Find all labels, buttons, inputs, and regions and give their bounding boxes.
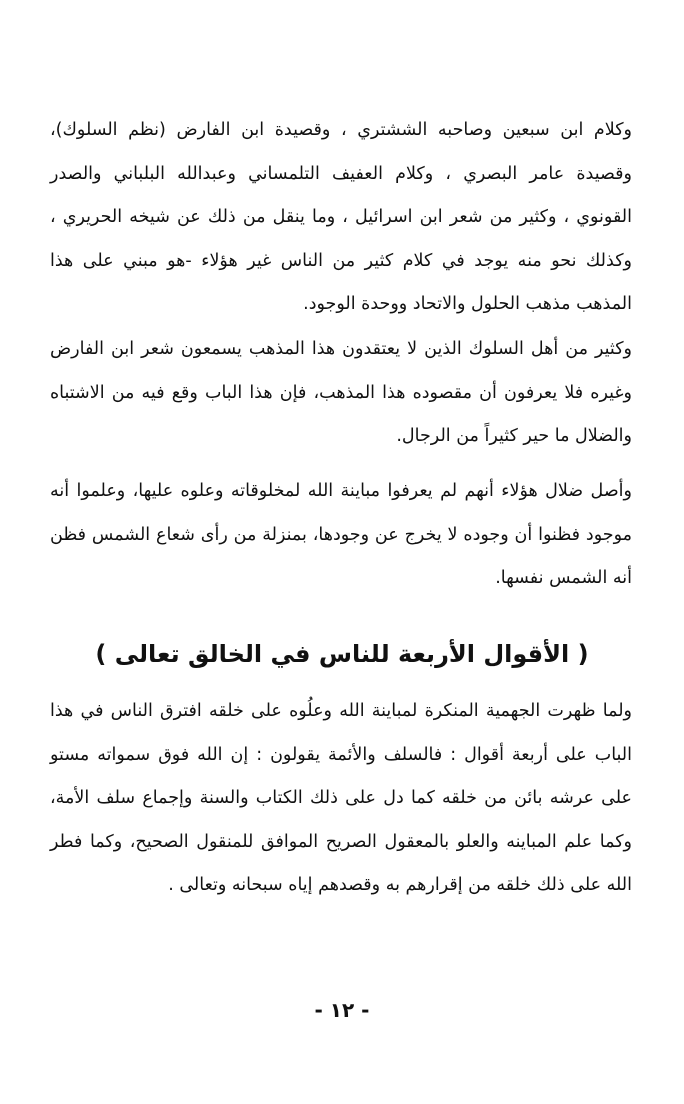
paragraph-four-sayings: ولما ظهرت الجهمية المنكرة لمباينة الله وعلُوه على خلقه افترق الناس في هذا الباب على أربعة أقوال : فالسلف والأئمة يقولون : إن الله فوق سمواته مستو على عرشه بائن من خلقه كما دل على ذلك الكتاب والسنة وإجماع سلف الأمة، وكما علم المباينه والعلو بالمعقول الصريح الموافق للمنقول الصحيح، وكما فطر الله على ذلك خلقه من إقرارهم به وقصدهم إياه سبحانه وتعالى .	[50, 701, 632, 896]
section-heading: ( الأقوال الأربعة للناس في الخالق تعالى )	[95, 640, 589, 668]
page-number: - ١٢ -	[314, 998, 370, 1022]
paragraph-people-of-suluk: وكثير من أهل السلوك الذين لا يعتقدون هذا المذهب يسمعون شعر ابن الفارض وغيره فلا يعرفون أن مقصوده هذا المذهب، فإن هذا الباب وقع فيه من الاشتباه والضلال ما حير كثيراً من الرجال.	[50, 339, 632, 447]
paragraph-origin-of-error: وأصل ضلال هؤلاء أنهم لم يعرفوا مباينة الله لمخلوقاته وعلوه عليها، وعلموا أنه موجود فظنوا أن وجوده لا يخرج عن وجودها، بمنزلة من رأى شعاع الشمس فظن أنه الشمس نفسها.	[50, 481, 632, 589]
paragraph-ibn-sabin-poetry: وكلام ابن سبعين وصاحبه الششتري ، وقصيدة ابن الفارض (نظم السلوك)، وقصيدة عامر البصري ، وكلام العفيف التلمساني وعبدالله البلباني والصدر القونوي ، وكثير من شعر ابن اسرائيل ، وما ينقل من ذلك عن شيخه الحريري ، وكذلك نحو منه يوجد في كلام كثير من الناس غير هؤلاء -هو مبني على هذا المذهب مذهب الحلول والاتحاد ووحدة الوجود.	[50, 120, 632, 315]
